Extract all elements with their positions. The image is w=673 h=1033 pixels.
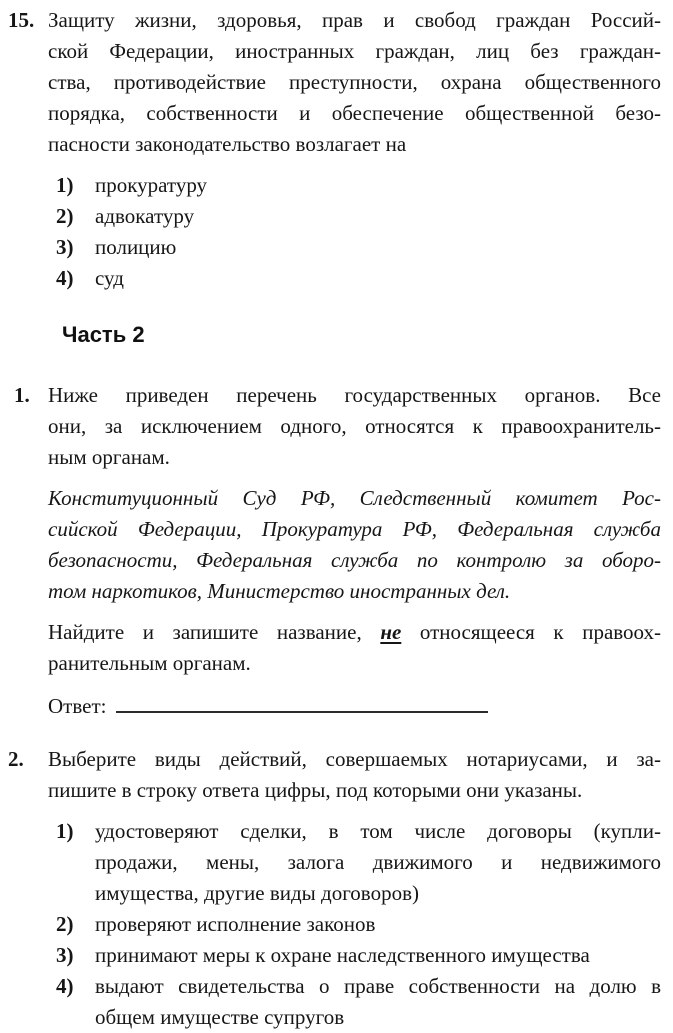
question-1 [8,380,661,722]
text-line: продажи, мены, залога движимого и недвижимого [95,850,661,874]
text-line: выдают свидетельства о праве собственности на долю в [95,974,661,998]
text-line: они, за исключением одного, относятся к правоохранитель- [48,414,661,438]
option-number: 4) [56,974,74,998]
option-label: адвокатуру [95,204,195,228]
option-label: проверяют исполнение законов [95,912,376,936]
option-label [95,816,661,909]
text-line [48,617,661,648]
answer-label: Ответ: [48,694,107,718]
part2-heading: Часть 2 [62,322,145,347]
question-2-options [56,816,661,1033]
option-row [56,909,661,940]
text-line: ранительным органам. [48,651,251,675]
text-line: сийской Федерации, Прокуратура РФ, Федеральная служба [48,517,661,541]
option-row [56,232,661,263]
text-line: ской Федерации, иностранных граждан, лиц без граждан- [48,39,661,63]
option-number: 3) [56,943,74,967]
question-15-text [48,5,661,160]
text-line: Выберите виды действий, совершаемых нотариусами, и за- [48,747,661,771]
question-15-options [56,170,661,294]
text-line: порядка, собственности и обеспечение общественной безо- [48,101,661,125]
question-1-intro [48,380,661,473]
question-15-body [48,5,661,294]
question-1-body [48,380,661,722]
question-1-task [48,617,661,679]
text-line: удостоверяют сделки, в том числе договоры (купли- [95,819,661,843]
text-line: безопасности, Федеральная служба по контролю за оборо- [48,548,661,572]
option-label: суд [95,266,124,290]
question-15-number: 15. [8,8,35,32]
text-line: пишите в строку ответа цифры, под которыми они указаны. [48,778,583,802]
text-line: том наркотиков, Министерство иностранных дел. [48,579,511,603]
text-line: ства, противодействие преступности, охрана общественного [48,70,661,94]
text-line: ным органам. [48,445,170,469]
text-line: общем имуществе супругов [95,1005,345,1029]
text-line: Конституционный Суд РФ, Следственный комитет Рос- [48,486,661,510]
option-row [56,940,661,971]
option-number: 1) [56,173,74,197]
option-number: 2) [56,912,74,936]
option-label: полицию [95,235,177,259]
organs-list-italic [48,483,661,607]
option-number: 2) [56,204,74,228]
option-number: 4) [56,266,74,290]
question-2-intro [48,744,661,806]
question-1-number: 1. [14,383,30,407]
option-row [56,263,661,294]
option-label: прокуратуру [95,173,208,197]
question-2-number: 2. [8,747,24,771]
option-row [56,201,661,232]
task-prefix: Найдите и запишите название, [48,620,381,644]
text-line: Ниже приведен перечень государственных органов. Все [48,383,661,407]
text-line: пасности законодательство возлагает на [48,132,407,156]
text-line: Защиту жизни, здоровья, прав и свобод граждан Россий- [48,8,661,32]
option-number: 3) [56,235,74,259]
answer-row [48,691,661,722]
ne-emphasis: не [380,620,402,644]
question-2-body [48,744,661,1033]
text-line: имущества, другие виды договоров) [95,881,419,905]
task-suffix: относящееся к правоох- [401,620,662,644]
option-row [56,170,661,201]
option-number: 1) [56,819,74,843]
option-label: принимают меры к охране наследственного имущества [95,943,590,967]
answer-blank-line [116,693,488,713]
question-2 [8,744,661,1033]
question-15 [8,5,661,294]
option-row [56,816,661,909]
